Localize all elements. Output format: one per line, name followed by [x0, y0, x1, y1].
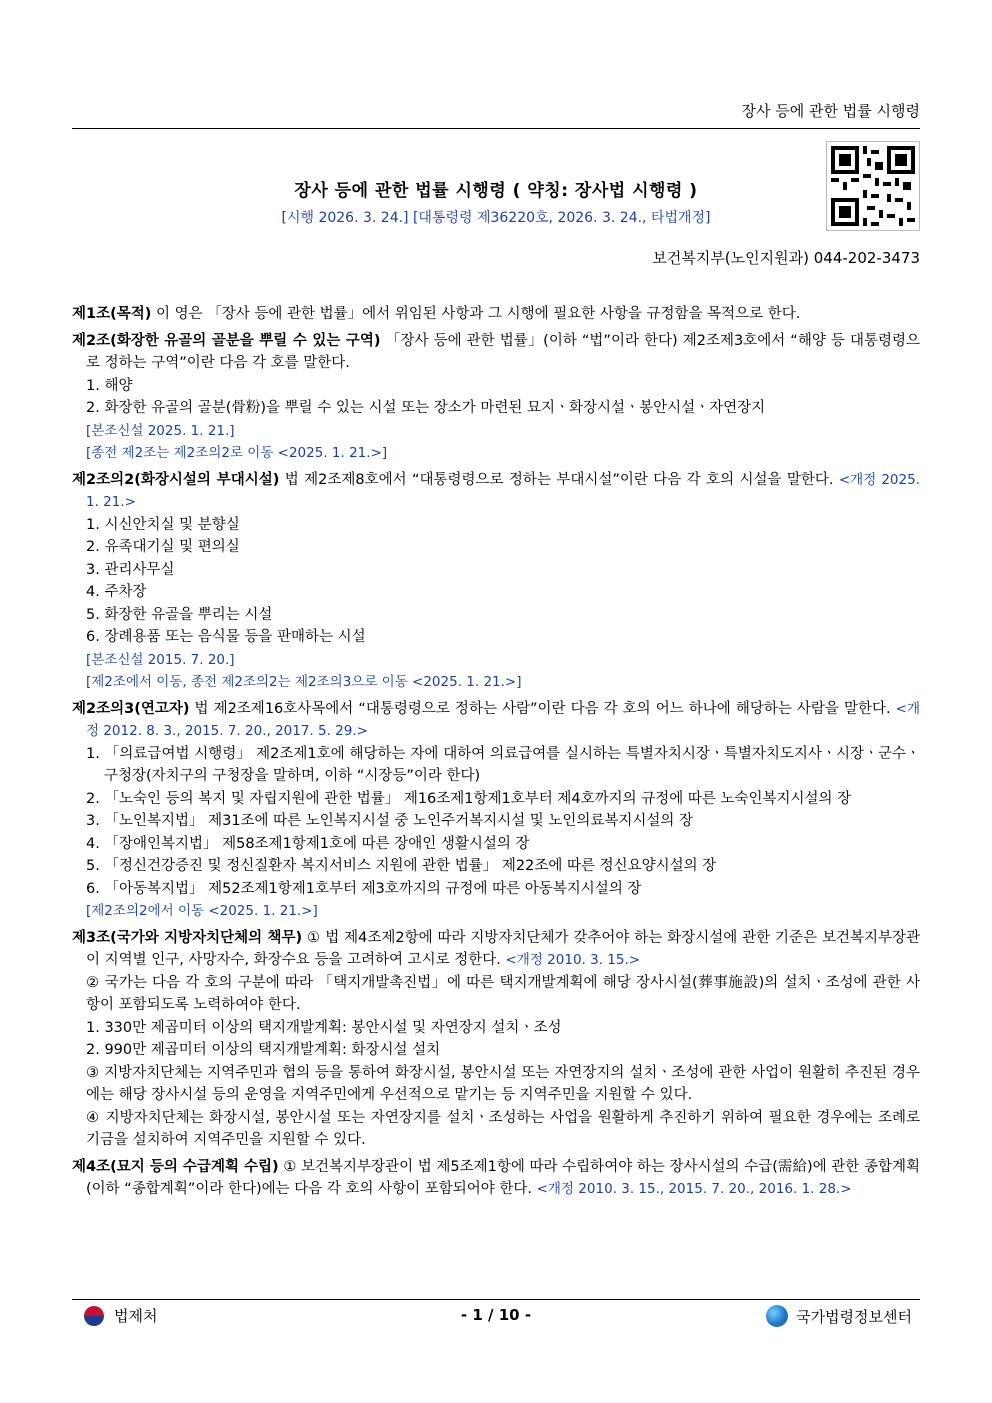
article-body: 「장사 등에 관한 법률」(이하 “법”이라 한다) 제2조제3호에서 “해양 등 대통령령으로 정하는 구역”이란 다음 각 호를 말한다.	[86, 332, 921, 371]
article-heading: 제2조의3(연고자)	[72, 700, 190, 717]
article-1	[72, 303, 920, 326]
footer-divider	[72, 1299, 920, 1300]
article-3-text	[72, 927, 920, 972]
article-2-3	[72, 698, 920, 923]
article-heading: 제2조의2(화장시설의 부대시설)	[72, 471, 280, 488]
enforcement-info[interactable]: [시행 2026. 3. 24.] [대통령령 제36220호, 2026. 3. 24., 타법개정]	[281, 210, 711, 226]
paragraph: ② 국가는 다음 각 호의 구분에 따라 「택지개발촉진법」에 따른 택지개발계획에 해당 장사시설(葬事施設)의 설치ㆍ조성에 관한 사항이 포함되도록 노력하여야 한다.	[86, 974, 920, 1013]
header-divider	[72, 128, 920, 129]
list-item: 3. 「노인복지법」 제31조에 따른 노인복지시설 중 노인주거복지시설 및 노인의료복지시설의 장	[86, 813, 694, 829]
article-4-text	[72, 1156, 920, 1201]
footer-right	[766, 1305, 912, 1327]
article-heading: 제4조(묘지 등의 수급계획 수립)	[72, 1158, 279, 1175]
qr-code-icon[interactable]	[826, 141, 920, 231]
list-item: 5. 화장한 유골을 뿌리는 시설	[86, 606, 273, 623]
amendment-link[interactable]: <개정 2010. 3. 15.>	[505, 952, 641, 968]
amendment-link[interactable]: <개정 2010. 3. 15., 2015. 7. 20., 2016. 1. 28.>	[536, 1181, 852, 1197]
article-heading: 제3조(국가와 지방자치단체의 책무)	[72, 929, 303, 946]
list-item: 2. 「노숙인 등의 복지 및 자립지원에 관한 법률」 제16조제1항제1호부터 제4호까지의 규정에 따른 노숙인복지시설의 장	[86, 790, 852, 807]
article-2	[72, 330, 920, 465]
list-item: 4. 「장애인복지법」 제58조제1항제1호에 따른 장애인 생활시설의 장	[86, 835, 530, 852]
article-3	[72, 927, 920, 1152]
ministry-contact: 보건복지부(노인지원과) 044-202-3473	[652, 249, 920, 267]
running-title: 장사 등에 관한 법률 시행령	[741, 102, 920, 120]
article-body: 법 제2조제16호사목에서 “대통령령으로 정하는 사람”이란 다음 각 호의 어느 하나에 해당하는 사람을 말한다.	[189, 700, 896, 717]
paragraph: ③ 지방자치단체는 지역주민과 협의 등을 통하여 화장시설, 봉안시설 또는 자연장지의 설치ㆍ조성에 관한 사업이 원활히 추진된 경우에는 해당 장사시설 등의 운영을 지역주민에게 우선적으로 맡기는 등 지역주민을 지원할 수 있다.	[86, 1064, 920, 1103]
list-item: 4. 주차장	[86, 584, 147, 600]
list-item: 2. 유족대기실 및 편의실	[86, 539, 240, 555]
footer	[72, 1305, 920, 1329]
history-note[interactable]: [제2조의2에서 이동 <2025. 1. 21.>]	[86, 903, 318, 919]
law-title-abbr: ( 약칭: 장사법 시행령 )	[506, 181, 698, 201]
article-body: 이 영은 「장사 등에 관한 법률」에서 위임된 사항과 그 시행에 필요한 사항을 규정함을 목적으로 한다.	[151, 306, 801, 322]
article-body: ① 법 제4조제2항에 따라 지방자치단체가 갖추어야 하는 화장시설에 관한 기준은 보건복지부장관이 지역별 인구, 사망자수, 화장수요 등을 고려하여 고시로 정한다.	[86, 929, 920, 968]
amendment-link[interactable]: <개정 2012. 8. 3., 2015. 7. 20., 2017. 5. 29.>	[86, 700, 920, 739]
article-heading: 제1조(목적)	[72, 306, 152, 322]
article-body: 법 제2조제8호에서 “대통령령으로 정하는 부대시설”이란 다음 각 호의 시설을 말한다.	[279, 471, 839, 488]
list-item: 1. 해양	[86, 377, 133, 394]
article-2-2	[72, 469, 920, 694]
law-title-main: 장사 등에 관한 법률 시행령	[294, 181, 507, 201]
list-item: 2. 화장한 유골의 골분(骨粉)을 뿌릴 수 있는 시설 또는 장소가 마련된 묘지ㆍ화장시설ㆍ봉안시설ㆍ자연장지	[86, 400, 766, 416]
history-note[interactable]: [본조신설 2025. 1. 21.]	[86, 422, 235, 439]
footer-right-label: 국가법령정보센터	[796, 1307, 912, 1326]
history-note[interactable]: [종전 제2조는 제2조의2로 이동 <2025. 1. 21.>]	[86, 445, 388, 461]
history-note[interactable]: [본조신설 2015. 7. 20.]	[86, 651, 235, 668]
list-item: 1. 시신안치실 및 분향실	[86, 516, 240, 533]
list-item: 1. 「의료급여법 시행령」 제2조제1호에 해당하는 자에 대하여 의료급여를 실시하는 특별자치시장ㆍ특별자치도지사ㆍ시장ㆍ군수ㆍ구청장(자치구의 구청장을 말하며, 이하 “시장등”이라 한다)	[86, 745, 920, 784]
list-item: 2. 990만 제곱미터 이상의 택지개발계획: 화장시설 설치	[86, 1042, 441, 1058]
amendment-link[interactable]: <개정 2025. 1. 21.>	[86, 471, 920, 510]
article-4	[72, 1156, 920, 1201]
list-item: 5. 「정신건강증진 및 정신질환자 복지서비스 지원에 관한 법률」 제22조에 따른 정신요양시설의 장	[86, 858, 717, 874]
globe-logo-icon	[766, 1305, 788, 1327]
article-2-2-text	[72, 469, 920, 514]
list-item: 6. 장례용품 또는 음식물 등을 판매하는 시설	[86, 629, 366, 645]
history-note[interactable]: [제2조에서 이동, 종전 제2조의2는 제2조의3으로 이동 <2025. 1. 21.>]	[86, 674, 522, 690]
law-title	[72, 176, 920, 201]
list-item: 1. 330만 제곱미터 이상의 택지개발계획: 봉안시설 및 자연장지 설치ㆍ조성	[86, 1019, 562, 1036]
title-block	[72, 176, 920, 227]
article-2-3-text	[72, 698, 920, 743]
footer-left-label: 법제처	[114, 1307, 158, 1325]
list-item: 3. 관리사무실	[86, 561, 175, 578]
list-item: 6. 「아동복지법」 제52조제1항제1호부터 제3호까지의 규정에 따른 아동복지시설의 장	[86, 880, 642, 897]
law-body	[72, 303, 920, 1205]
article-2-text	[72, 330, 920, 375]
article-body: ① 보건복지부장관이 법 제5조제1항에 따라 수립하여야 하는 장사시설의 수급(需給)에 관한 종합계획(이하 “종합계획”이라 한다)에는 다음 각 호의 사항이 포함되어야 한다.	[86, 1158, 920, 1197]
article-1-text	[72, 303, 920, 326]
paragraph: ④ 지방자치단체는 화장시설, 봉안시설 또는 자연장지를 설치ㆍ조성하는 사업을 원활하게 추진하기 위하여 필요한 경우에는 조례로 기금을 설치하여 지역주민을 지원할 수 있다.	[86, 1109, 920, 1148]
article-heading: 제2조(화장한 유골의 골분을 뿌릴 수 있는 구역)	[72, 332, 381, 349]
page-number: - 1 / 10 -	[460, 1306, 532, 1324]
